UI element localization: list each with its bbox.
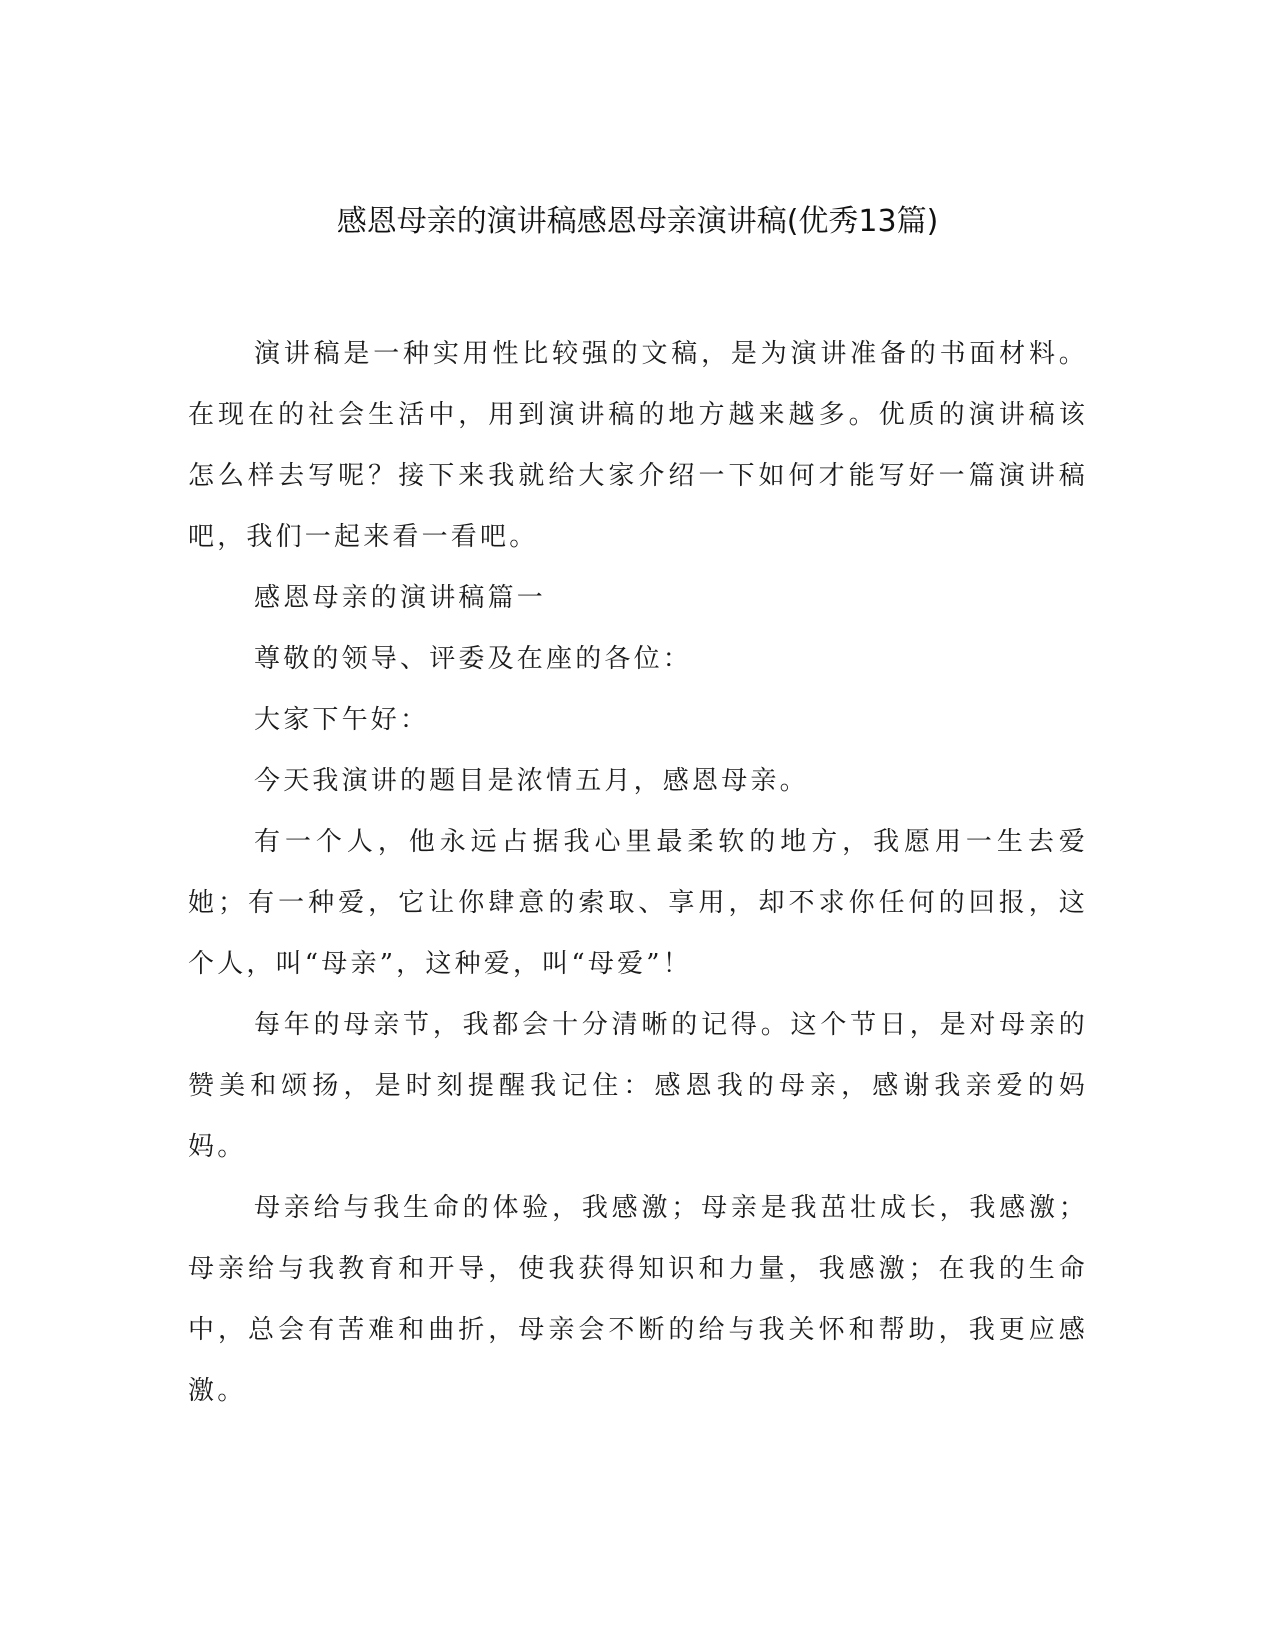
paragraph-mothers-day: 每年的母亲节，我都会十分清晰的记得。这个节日，是对母亲的赞美和颂扬，是时刻提醒我记住：感恩我的母亲，感谢我亲爱的妈妈。 xyxy=(188,1010,1088,1162)
document-title: 感恩母亲的演讲稿感恩母亲演讲稿(优秀13篇) xyxy=(336,204,939,239)
paragraph-mother-love: 有一个人，他永远占据我心里最柔软的地方，我愿用一生去爱她；有一种爱，它让你肆意的索取、享用，却不求你任何的回报，这个人，叫“母亲”，这种爱，叫“母爱”！ xyxy=(188,827,1088,979)
speech-topic: 今天我演讲的题目是浓情五月，感恩母亲。 xyxy=(254,766,809,796)
greeting: 大家下午好： xyxy=(254,705,430,735)
paragraph-gratitude: 母亲给与我生命的体验，我感激；母亲是我茁壮成长，我感激；母亲给与我教育和开导，使我获得知识和力量，我感激；在我的生命中，总会有苦难和曲折，母亲会不断的给与我关怀和帮助，我更应感激。 xyxy=(188,1193,1088,1406)
document-body xyxy=(188,324,1088,1422)
salutation: 尊敬的领导、评委及在座的各位： xyxy=(254,644,693,674)
section-heading: 感恩母亲的演讲稿篇一 xyxy=(254,583,547,613)
paragraph-intro: 演讲稿是一种实用性比较强的文稿，是为演讲准备的书面材料。在现在的社会生活中，用到演讲稿的地方越来越多。优质的演讲稿该怎么样去写呢？接下来我就给大家介绍一下如何才能写好一篇演讲稿吧，我们一起来看一看吧。 xyxy=(188,339,1088,552)
